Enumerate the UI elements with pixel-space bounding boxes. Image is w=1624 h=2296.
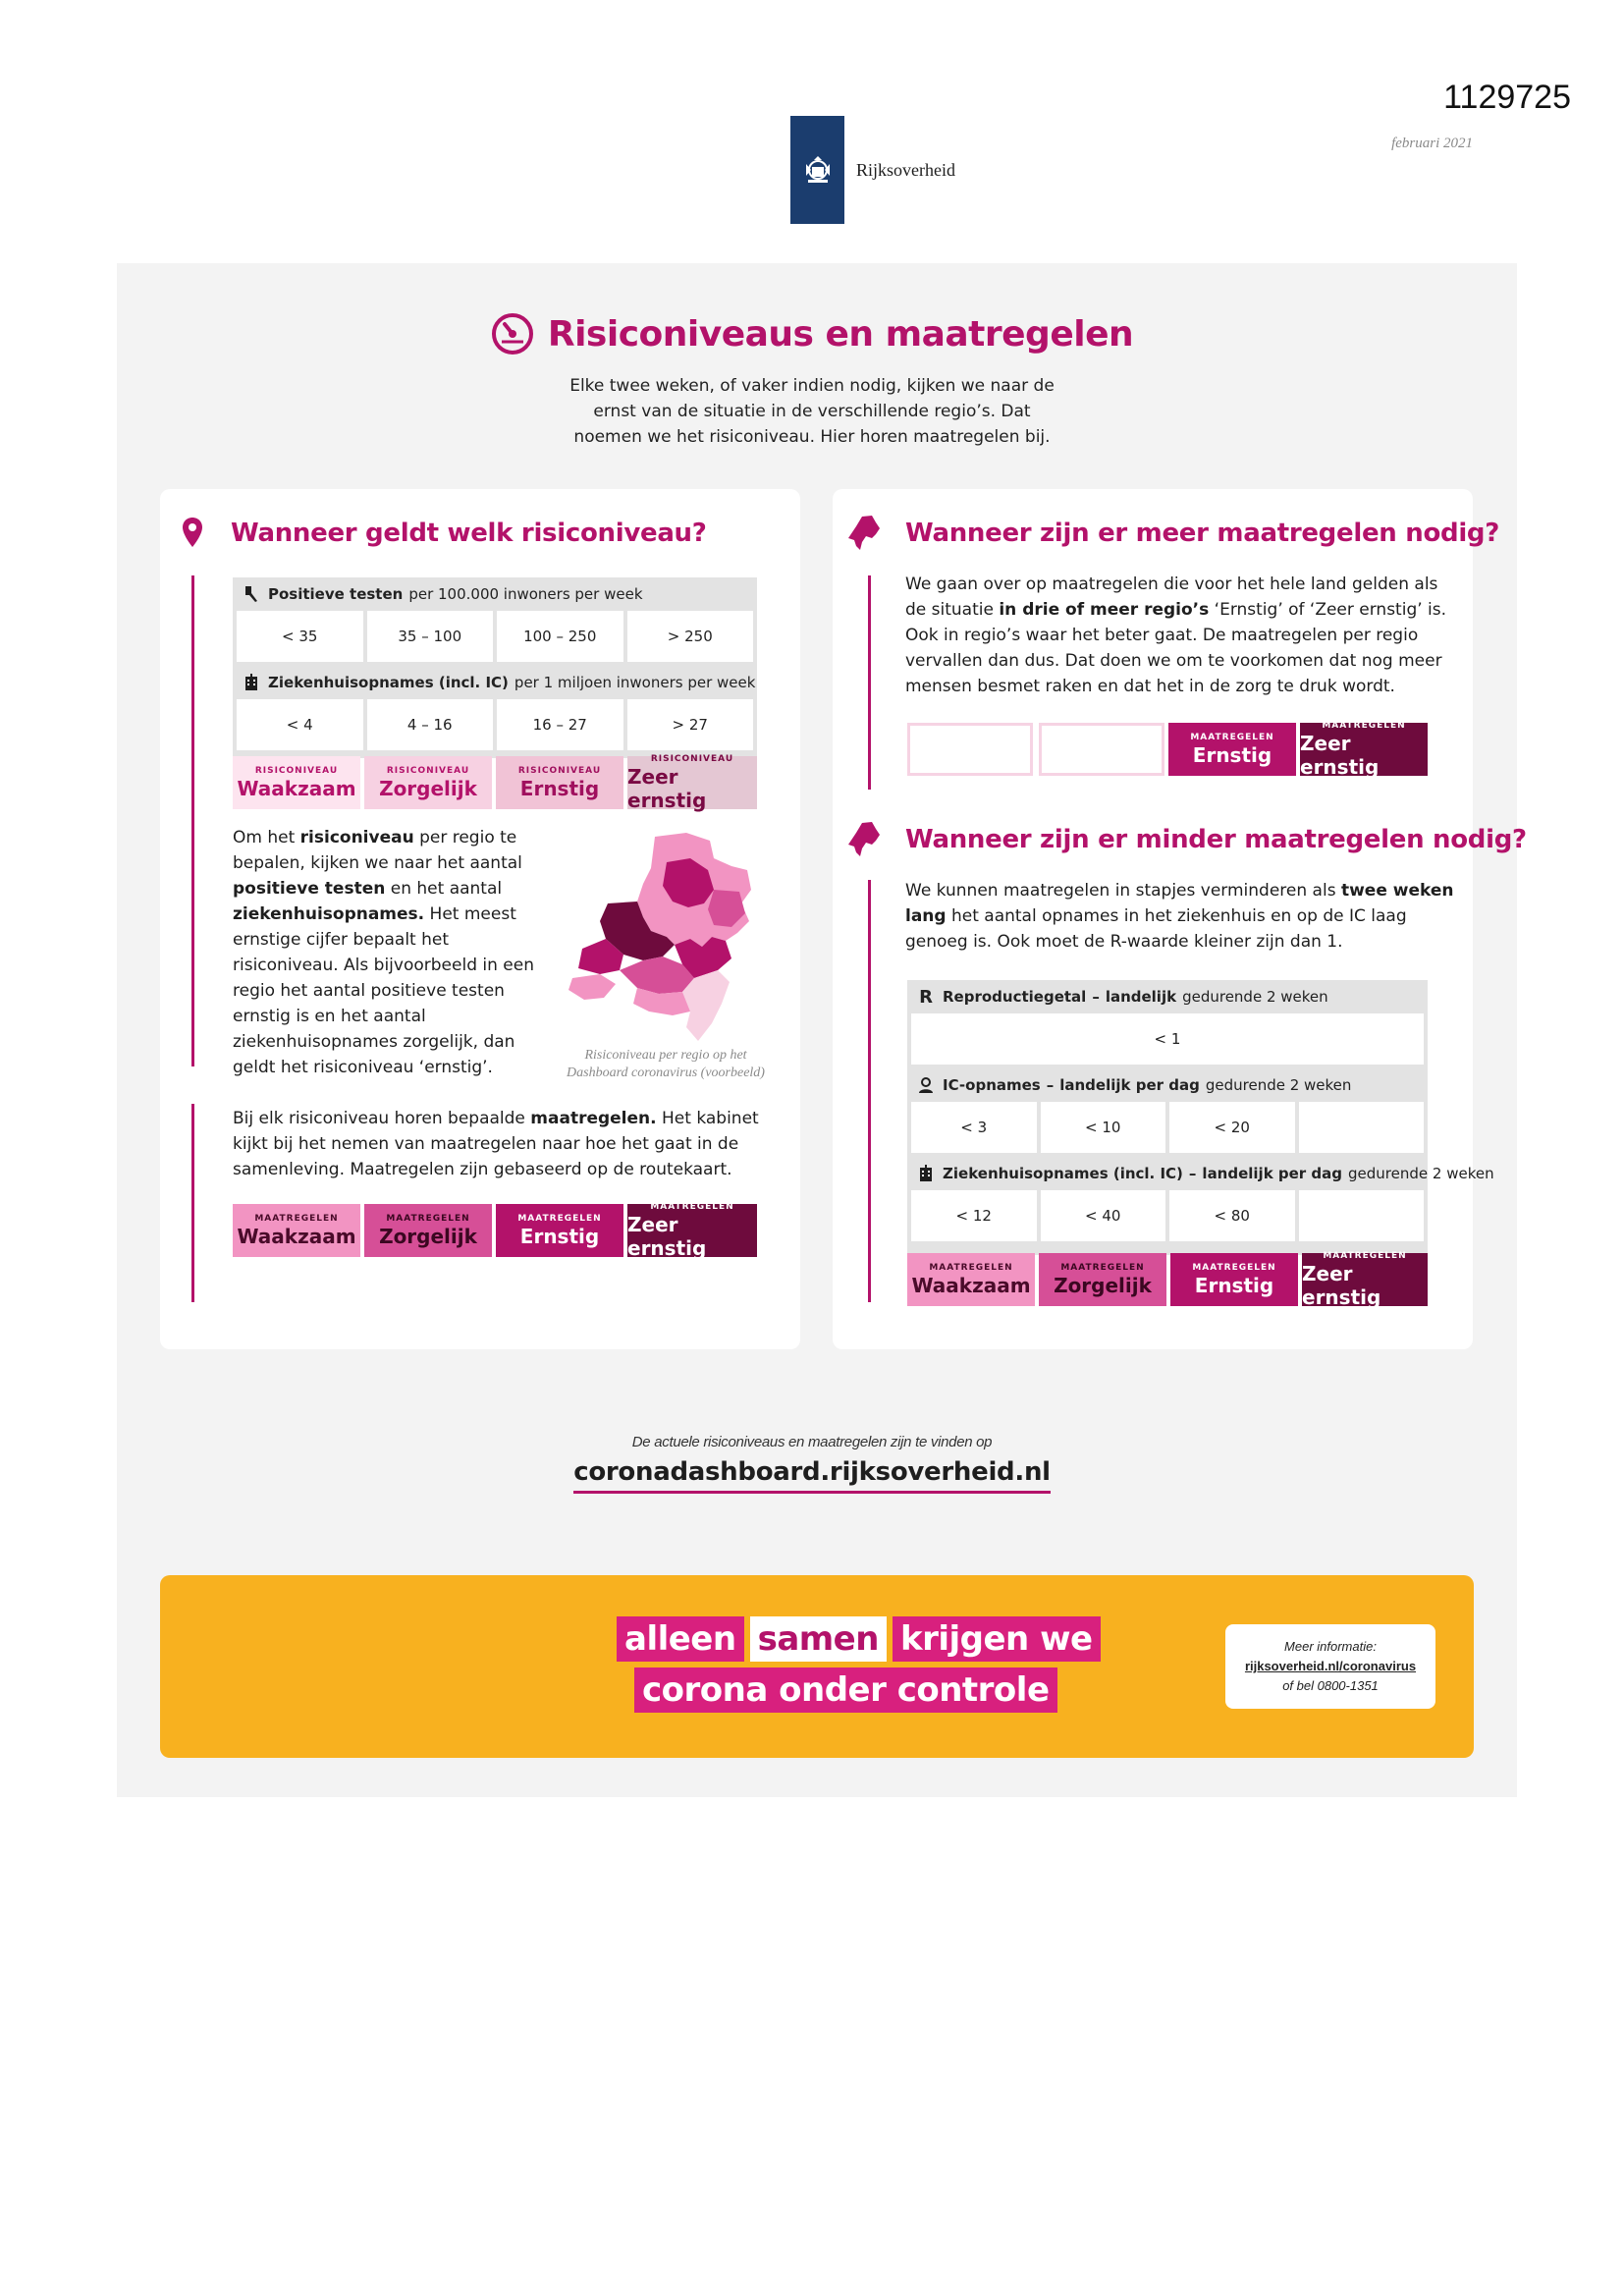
intro-text: Elke twee weken, of vaker indien nodig, kijken we naar de ernst van de situatie in de verschillende regio’s. Dat noemen we het risiconiveau. Hier horen maatregelen bij. xyxy=(569,376,1055,447)
netherlands-icon xyxy=(846,821,882,858)
table-cell: 16 – 27 xyxy=(497,699,623,750)
tests-label: Positieve testen xyxy=(268,585,404,603)
rijksoverheid-logo xyxy=(790,116,955,224)
ic-patient-icon xyxy=(917,1076,935,1094)
zh-label: Ziekenhuisopnames (incl. IC) xyxy=(943,1165,1183,1182)
logo-text: Rijksoverheid xyxy=(856,159,955,180)
ic-values-row xyxy=(907,1102,1428,1153)
dash: – xyxy=(1046,1076,1055,1094)
more-measures-text: We gaan over op maatregelen die voor het hele land gelden als de situatie in drie of meer regio’s ‘Ernstig’ of ‘Zeer ernstig’ is. Ook in regio’s waar het beter gaat. De maatregelen per regio vervallen dan dus. Dat doen we om te voorkomen dat nog meer mensen besmet raken en dat het in de zorg te druk wordt. xyxy=(905,574,1447,696)
info-box xyxy=(1225,1624,1435,1709)
table-cell xyxy=(1299,1102,1425,1153)
table-cell: 100 – 250 xyxy=(497,611,623,662)
measures-badge: MAATREGELEN Ernstig xyxy=(496,1204,623,1257)
table-cell: < 35 xyxy=(237,611,363,662)
slogan-word: samen xyxy=(750,1616,887,1662)
hospital-values-row xyxy=(233,699,757,750)
dashboard-link-row xyxy=(0,1457,1624,1494)
zh-values-row xyxy=(907,1190,1428,1241)
tests-values-row xyxy=(233,611,757,662)
slogan-word: alleen xyxy=(617,1616,744,1662)
table-cell: > 250 xyxy=(627,611,754,662)
slogan-word: krijgen we xyxy=(893,1616,1101,1662)
risk-level-badge: RISICONIVEAU Ernstig xyxy=(496,756,623,809)
r-label: Reproductiegetal xyxy=(943,988,1087,1006)
timeline-line xyxy=(191,575,194,1066)
page-title-row xyxy=(0,312,1624,355)
tests-header xyxy=(233,577,757,611)
measures-explanation-text: Bij elk risiconiveau horen bepaalde maatregelen. Het kabinet kijkt bij het nemen van maatregelen naar hoe het gaat in de samenleving. Maatregelen zijn gebaseerd op de routekaart. xyxy=(233,1109,759,1179)
table-cell: < 4 xyxy=(237,699,363,750)
ic-label: IC-opnames xyxy=(943,1076,1041,1094)
test-swab-icon xyxy=(243,585,260,603)
netherlands-map xyxy=(565,831,761,1047)
r-header xyxy=(907,980,1428,1013)
table-cell: < 1 xyxy=(911,1013,1424,1065)
risk-level-badge: RISICONIVEAU Waakzaam xyxy=(233,756,360,809)
empty-badge xyxy=(907,723,1033,776)
slogan-word: corona onder controle xyxy=(634,1667,1057,1713)
publication-date: februari 2021 xyxy=(1391,136,1473,151)
page-title: Risiconiveaus en maatregelen xyxy=(547,313,1134,355)
risk-level-badge: RISICONIVEAU Zorgelijk xyxy=(364,756,492,809)
table-cell: < 20 xyxy=(1169,1102,1295,1153)
table-cell: < 80 xyxy=(1169,1190,1295,1241)
measures-badge: MAATREGELEN Zeer ernstig xyxy=(1300,723,1428,776)
ic-scope: landelijk per dag xyxy=(1059,1076,1200,1094)
r-values-row xyxy=(907,1013,1428,1065)
tests-sub: per 100.000 inwoners per week xyxy=(408,585,643,603)
info-title: Meer informatie: xyxy=(1284,1639,1377,1654)
risk-level-badge: RISICONIVEAU Zeer ernstig xyxy=(627,756,757,809)
table-cell: < 40 xyxy=(1041,1190,1166,1241)
more-measures-title: Wanneer zijn er meer maatregelen nodig? xyxy=(905,519,1500,548)
empty-badge xyxy=(1039,723,1164,776)
logo-emblem xyxy=(790,116,844,224)
timeline-line xyxy=(191,1104,194,1302)
thresholds-table xyxy=(233,577,757,758)
table-cell xyxy=(1299,1190,1425,1241)
zh-scope: landelijk per dag xyxy=(1202,1165,1343,1182)
slogan-row xyxy=(617,1616,1101,1662)
measures-badge: MAATREGELEN Waakzaam xyxy=(907,1253,1035,1306)
measures-card xyxy=(833,489,1527,1349)
hospital-icon xyxy=(243,674,260,691)
hospital-label: Ziekenhuisopnames (incl. IC) xyxy=(268,674,509,691)
table-cell: < 3 xyxy=(911,1102,1037,1153)
hospital-header xyxy=(233,666,757,699)
table-cell: < 10 xyxy=(1041,1102,1166,1153)
info-phone: of bel 0800-1351 xyxy=(1282,1678,1379,1693)
dash: – xyxy=(1188,1165,1197,1182)
info-link[interactable]: rijksoverheid.nl/coronavirus xyxy=(1244,1659,1417,1673)
risk-explanation-text: Om het risiconiveau per regio te bepalen, kijken we naar het aantal positieve testen en het aantal ziekenhuisopnames. Het meest ernstige cijfer bepaalt het risiconiveau. Als bijvoorbeeld in een regio het aantal positieve testen ernstig is en het aantal ziekenhuisopnames zorgelijk, dan geldt het risiconiveau ‘ernstig’. xyxy=(233,828,534,1077)
table-cell: 4 – 16 xyxy=(367,699,494,750)
measures-badge: MAATREGELEN Ernstig xyxy=(1170,1253,1298,1306)
hospital-sub: per 1 miljoen inwoners per week xyxy=(514,674,756,691)
slogan-banner xyxy=(160,1575,1474,1758)
table-cell: 35 – 100 xyxy=(367,611,494,662)
zh-sub: gedurende 2 weken xyxy=(1348,1165,1494,1182)
coat-of-arms-icon xyxy=(798,150,838,190)
dashboard-note: De actuele risiconiveaus en maatregelen zijn te vinden op xyxy=(631,1434,993,1450)
slogan xyxy=(617,1616,1101,1719)
measures-badge: MAATREGELEN Ernstig xyxy=(1168,723,1296,776)
gauge-icon xyxy=(491,312,534,355)
measures-badge: MAATREGELEN Zeer ernstig xyxy=(627,1204,757,1257)
table-cell: < 12 xyxy=(911,1190,1037,1241)
slogan-row xyxy=(617,1667,1101,1713)
r-scope: landelijk xyxy=(1105,988,1177,1006)
zh-header xyxy=(907,1157,1494,1190)
measures-badge: MAATREGELEN Zeer ernstig xyxy=(1302,1253,1428,1306)
fewer-measures-title: Wanneer zijn er minder maatregelen nodig? xyxy=(905,825,1527,854)
location-pin-icon xyxy=(182,517,203,548)
map-caption: Risiconiveau per regio op het Dashboard coronavirus (voorbeeld) xyxy=(567,1048,765,1080)
dashboard-link[interactable]: coronadashboard.rijksoverheid.nl xyxy=(573,1457,1051,1494)
national-thresholds-table xyxy=(907,980,1494,1255)
document-number: 1129725 xyxy=(1443,79,1571,116)
dash: – xyxy=(1092,988,1100,1006)
risk-level-card xyxy=(160,489,800,1349)
hospital-icon xyxy=(917,1165,935,1182)
fewer-measures-text: We kunnen maatregelen in stapjes verminderen als twee weken lang het aantal opnames in het ziekenhuis en op de IC laag genoeg is. Ook moet de R-waarde kleiner zijn dan 1. xyxy=(905,881,1454,952)
r-icon: R xyxy=(919,986,933,1008)
ic-sub: gedurende 2 weken xyxy=(1205,1076,1352,1094)
ic-header xyxy=(907,1068,1428,1102)
r-sub: gedurende 2 weken xyxy=(1182,988,1328,1006)
netherlands-icon xyxy=(846,515,882,552)
table-cell: > 27 xyxy=(627,699,754,750)
measures-badge: MAATREGELEN Zorgelijk xyxy=(364,1204,492,1257)
timeline-line xyxy=(868,880,871,1302)
timeline-line xyxy=(868,575,871,790)
measures-badge: MAATREGELEN Zorgelijk xyxy=(1039,1253,1166,1306)
measures-badge: MAATREGELEN Waakzaam xyxy=(233,1204,360,1257)
risk-level-title: Wanneer geldt welk risiconiveau? xyxy=(231,519,707,548)
